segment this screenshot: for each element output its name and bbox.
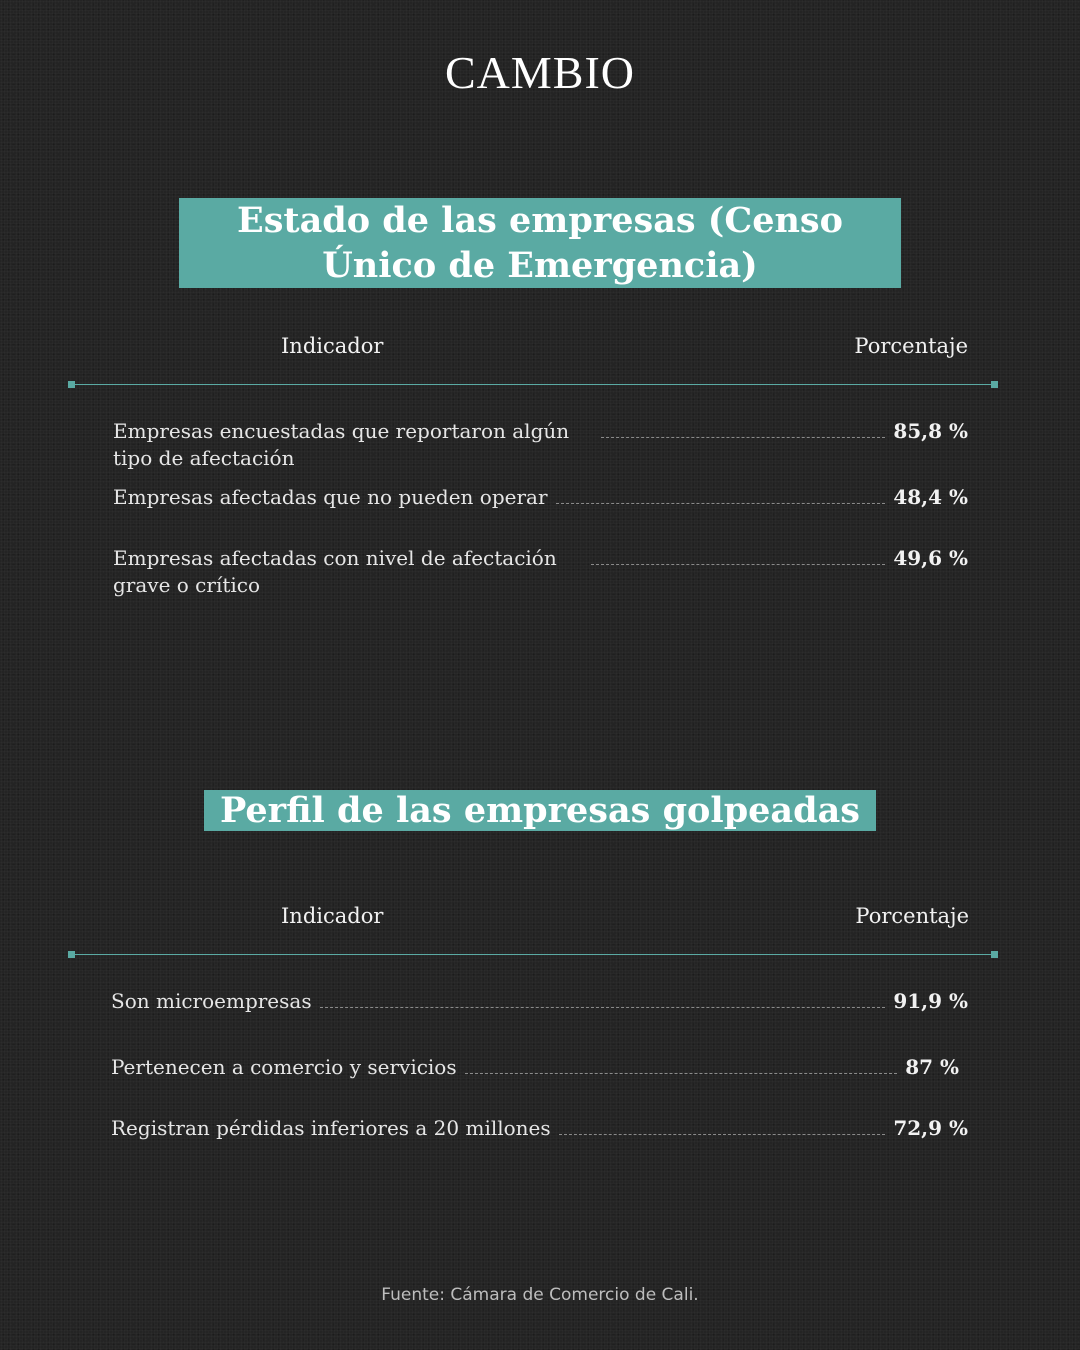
column-header-indicator: Indicador — [281, 334, 384, 358]
dotted-leader — [591, 564, 885, 565]
table-row — [111, 1115, 968, 1142]
section-title-perfil-text: Perfil de las empresas golpeadas — [204, 790, 876, 831]
section-title-perfil — [0, 788, 1080, 833]
dotted-leader — [556, 503, 886, 504]
dotted-leader — [601, 437, 885, 438]
column-header-percentage: Porcentaje — [854, 334, 968, 358]
row-value: 72,9 % — [893, 1116, 968, 1140]
row-label: Empresas encuestadas que reportaron algún tipo de afectación — [113, 419, 570, 470]
table-row — [113, 545, 968, 599]
row-value: 48,4 % — [893, 485, 968, 509]
dotted-leader — [320, 1007, 886, 1008]
source-note: Fuente: Cámara de Comercio de Cali. — [381, 1285, 699, 1305]
table-row — [113, 484, 968, 511]
section-title-estado-text: Estado de las empresas (Censo Único de Emergencia) — [179, 198, 901, 288]
row-value: 49,6 % — [893, 546, 968, 570]
row-value: 91,9 % — [893, 989, 968, 1013]
table-divider — [71, 384, 995, 385]
column-header-percentage: Porcentaje — [855, 904, 969, 928]
dotted-leader — [559, 1134, 886, 1135]
row-label: Empresas afectadas que no pueden operar — [113, 485, 548, 509]
table-row — [111, 988, 968, 1015]
cambio-logo: CAMBIO — [444, 47, 636, 98]
table-divider — [71, 954, 995, 955]
section-title-estado — [0, 198, 1080, 288]
table-row — [111, 1054, 959, 1081]
dotted-leader — [465, 1073, 898, 1074]
column-header-indicator: Indicador — [281, 904, 384, 928]
row-label: Registran pérdidas inferiores a 20 millones — [111, 1116, 551, 1140]
row-label: Empresas afectadas con nivel de afectación grave o crítico — [113, 546, 557, 597]
row-value: 85,8 % — [893, 419, 968, 443]
row-label: Pertenecen a comercio y servicios — [111, 1055, 457, 1079]
row-label: Son microempresas — [111, 989, 312, 1013]
row-value: 87 % — [905, 1055, 959, 1079]
table-row — [113, 418, 968, 472]
